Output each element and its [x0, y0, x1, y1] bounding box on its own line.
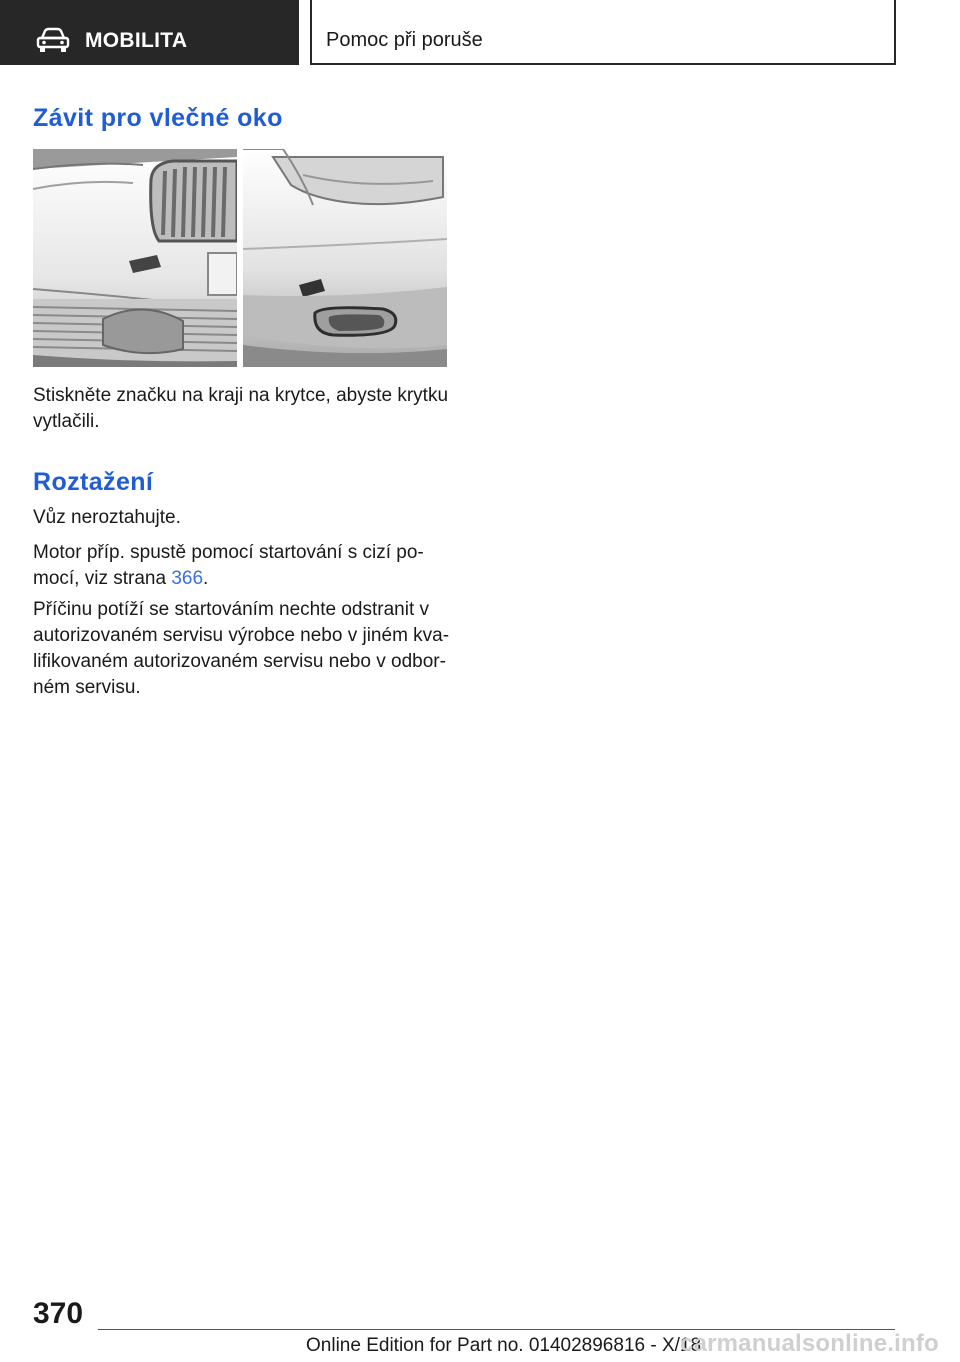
page-number: 370 [33, 1297, 84, 1330]
chapter-name: Pomoc při poruše [326, 29, 483, 51]
paragraph-text: . [203, 568, 209, 589]
rear-bumper-illustration [243, 149, 447, 367]
paragraph-text: mocí, viz strana [33, 568, 172, 589]
watermark: carmanualsonline.info [680, 1330, 939, 1357]
page-reference-link[interactable]: 366 [171, 568, 204, 589]
front-bumper-illustration [33, 149, 237, 367]
car-icon [36, 27, 70, 53]
instruction-paragraph [33, 383, 453, 435]
paragraph-line: autorizovaném servisu výrobce nebo v jiném kva- [33, 625, 450, 646]
paragraph-line: Motor příp. spustě pomocí startování s cizí po- [33, 542, 424, 563]
tow-eye-figure [33, 149, 447, 367]
paragraph-line: Příčinu potíží se startováním nechte odstranit v [33, 599, 430, 620]
edition-note: Online Edition for Part no. 01402896816 - X/18 [306, 1335, 702, 1356]
paragraph-line: lifikovaném autorizovaném servisu nebo v odbor- [33, 651, 446, 672]
paragraph-line: vytlačili. [33, 411, 100, 432]
page-title: Závit pro vlečné oko [33, 104, 283, 132]
section-name: MOBILITA [85, 29, 188, 52]
section-heading: Roztažení [33, 468, 154, 496]
paragraph [33, 597, 453, 701]
paragraph-line: Stiskněte značku na kraji na krytce, abyste krytku [33, 385, 449, 406]
paragraph-with-link [33, 540, 453, 592]
section-tab [0, 0, 299, 65]
paragraph-line [33, 566, 453, 592]
paragraph: Vůz neroztahujte. [33, 507, 181, 528]
paragraph-line: ném servisu. [33, 677, 141, 698]
chapter-tab [310, 0, 896, 65]
